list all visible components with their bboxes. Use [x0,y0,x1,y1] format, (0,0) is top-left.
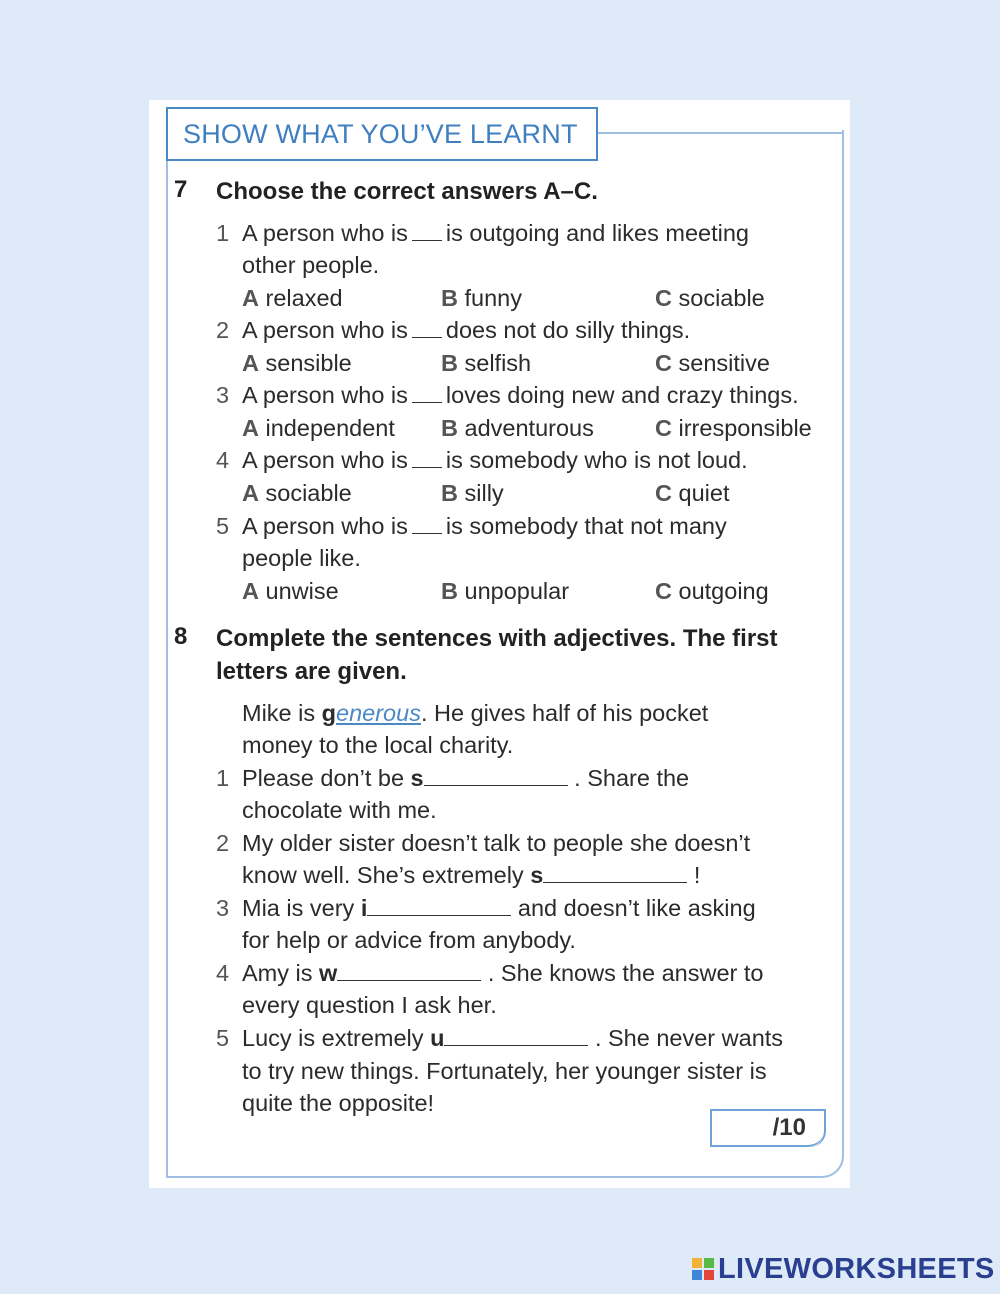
exercise-7-heading [174,176,824,210]
answer-blank[interactable] [412,218,442,241]
question-2: 2 A person who is does not do silly things. [216,317,691,343]
answer-blank[interactable] [412,380,442,403]
exercise-8-heading: 8 Complete the sentences with adjectives. The first letters are given. [174,623,778,685]
option-c[interactable]: C sensitive [655,350,770,376]
exercise-number: 8 [174,623,188,650]
option-c[interactable]: C outgoing [655,578,769,604]
example-sentence: Mike is generous. He gives half of his pocket [242,700,709,726]
option-a[interactable]: A unwise [242,578,339,604]
exercise-instruction: Choose the correct answers A–C. [216,178,598,205]
answer-gap[interactable] [367,893,511,916]
option-b[interactable]: B unpopular [441,578,570,604]
sentence-5: 5 Lucy is extremely u . She never wants [216,1025,784,1051]
exercise-number: 7 [174,176,188,203]
sentence-1-continued: chocolate with me. [242,797,437,823]
option-a[interactable]: A sensible [242,350,352,376]
liveworksheets-logo [692,1254,995,1284]
question-5-continued: people like. [242,545,361,571]
answer-gap[interactable] [444,1023,588,1046]
answer-blank[interactable] [412,315,442,338]
question-5-options [149,575,849,608]
option-a[interactable]: A sociable [242,480,352,506]
section-title: SHOW WHAT YOU’VE LEARNT [166,107,598,161]
question-3-options [149,412,849,445]
score-box: /10 [710,1109,824,1147]
question-1 [149,217,849,250]
question-1-continued: other people. [242,252,380,278]
question-4-options [149,477,849,510]
sentence-3: 3 Mia is very i and doesn’t like asking [216,895,756,921]
logo-icon [692,1258,714,1280]
sentence-3-continued: for help or advice from anybody. [242,927,576,953]
sentence-4-continued: every question I ask her. [242,992,497,1018]
sentence-5-continued-2: quite the opposite! [242,1090,435,1116]
sentence-2-continued: know well. She’s extremely s ! [242,862,701,888]
sentence-5-continued: to try new things. Fortunately, her younger sister is [242,1058,767,1084]
option-b[interactable]: B adventurous [441,415,594,441]
example-answer: enerous [336,700,421,726]
option-c[interactable]: C quiet [655,480,730,506]
option-b[interactable]: B silly [441,480,504,506]
question-text: A person who is is outgoing and likes meeting [242,220,749,246]
option-b[interactable]: B selfish [441,350,532,376]
answer-gap[interactable] [543,860,687,883]
option-c[interactable]: C sociable [655,285,765,311]
frame-top-rule [597,132,844,134]
answer-gap[interactable] [424,763,568,786]
answer-gap[interactable] [337,958,481,981]
answer-blank[interactable] [412,511,442,534]
sentence-4: 4 Amy is w . She knows the answer to [216,960,764,986]
sentence-1: 1 Please don’t be s . Share the [216,765,690,791]
worksheet-page [149,100,850,1188]
sentence-2: 2 My older sister doesn’t talk to people she doesn’t [216,830,751,856]
question-3: 3 A person who is loves doing new and crazy things. [216,382,799,408]
option-c[interactable]: C irresponsible [655,415,812,441]
question-4: 4 A person who is is somebody who is not loud. [216,447,748,473]
question-1-options [149,282,849,315]
brand-name: LIVEWORKSHEETS [718,1252,995,1285]
option-a[interactable]: A independent [242,415,395,441]
question-2-options [149,347,849,380]
question-number: 1 [216,220,230,246]
answer-blank[interactable] [412,445,442,468]
example-sentence-continued: money to the local charity. [242,732,514,758]
question-5: 5 A person who is is somebody that not many [216,513,727,539]
option-b[interactable]: B funny [441,285,523,311]
option-a[interactable]: A relaxed [242,285,343,311]
